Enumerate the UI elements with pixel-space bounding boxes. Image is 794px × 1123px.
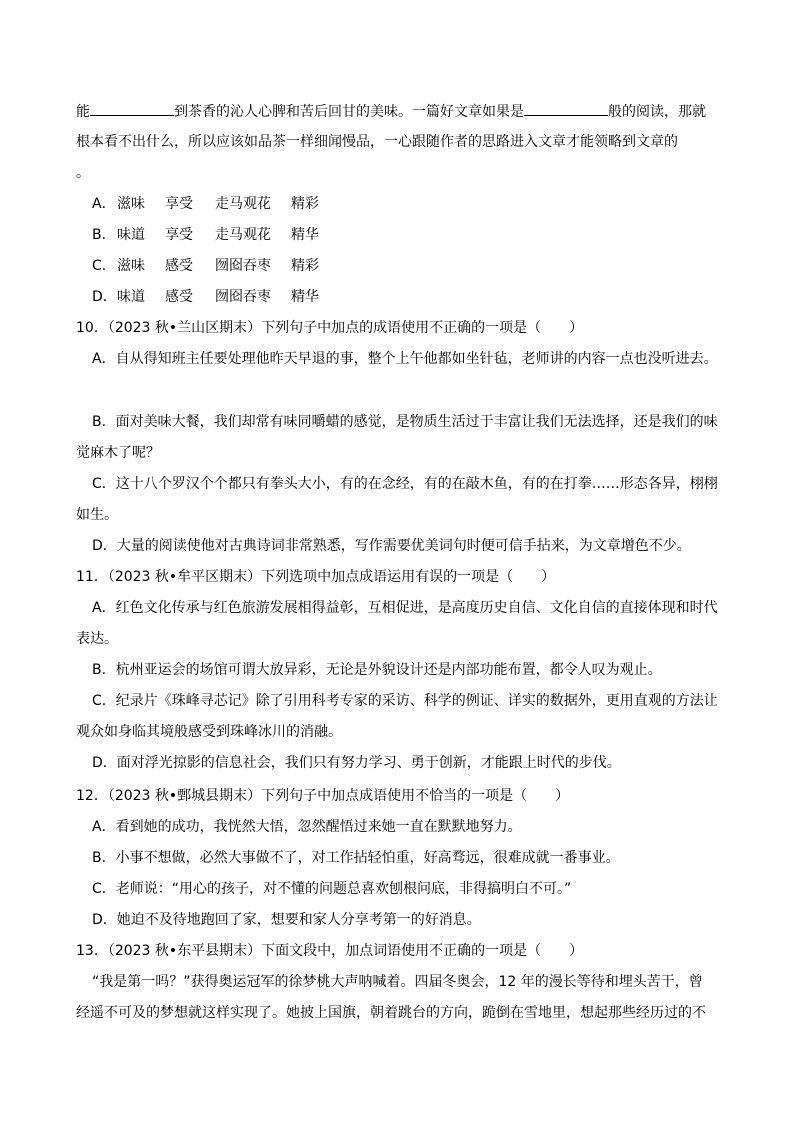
option-word: 精华 [291,289,319,305]
option-word: 囫囵吞枣 [215,289,271,305]
option-word: 精华 [291,227,319,243]
q9-text: 能 [76,104,90,120]
option-word: 享受 [165,227,193,243]
q13-stem: 13．（2023 秋•东平县期末）下面文段中，加点词语使用不正确的一项是（ ） [76,943,584,959]
q12-option-d[interactable]: D．她迫不及待地跑回了家，想要和家人分享考第一的好消息。 [92,912,481,928]
q13-passage-line-2: 经遥不可及的梦想就这样实现了。她披上国旗，朝着跳台的方向，跪倒在雪地里，想起那些经历过的不 [76,1005,706,1021]
q9-line-1 [76,101,706,122]
q10-option-b[interactable]: B．面对美味大餐，我们却常有味同嚼蜡的感觉，是物质生活过于丰富让我们无法选择，还是我们的味 [92,414,718,430]
option-word: 享受 [165,196,193,212]
q11-option-b[interactable]: B．杭州亚运会的场馆可谓大放异彩，无论是外貌设计还是内部功能布置，都令人叹为观止。 [92,662,662,678]
option-word: 精彩 [291,258,319,274]
q9-text: 到茶香的沁人心脾和苦后回甘的美味。一篇好文章如果是 [174,104,524,120]
q11-option-c[interactable]: C．纪录片《珠峰寻芯记》除了引用科考专家的采访、科学的例证、详实的数据外，更用直观的方法让 [92,693,718,709]
answer-blank [90,101,174,116]
q9-option-b[interactable] [92,225,319,245]
q10-option-c[interactable]: C．这十八个罗汉个个都只有拳头大小，有的在念经，有的在敲木鱼，有的在打拳……形态各异，栩栩 [92,476,718,492]
q10-stem: 10．（2023 秋•兰山区期末）下列句子中加点的成语使用不正确的一项是（ ） [76,320,584,336]
q10-option-c-cont: 如生。 [76,507,118,523]
q12-stem: 12．（2023 秋•鄄城县期末）下列句子中加点成语使用不恰当的一项是（ ） [76,788,570,804]
option-letter: C． [92,258,116,274]
q10-option-a[interactable]: A．自从得知班主任要处理他昨天早退的事，整个上午他都如坐针毡，老师讲的内容一点也没听进去。 [92,351,718,367]
q11-option-a[interactable]: A．红色文化传承与红色旅游发展相得益彰，互相促进，是高度历史自信、文化自信的直接体现和时代 [92,600,718,616]
option-letter: B． [92,227,116,243]
q12-option-b[interactable]: B．小事不想做，必然大事做不了，对工作拈轻怕重，好高骛远，很难成就一番事业。 [92,850,620,866]
option-word: 滋味 [117,196,145,212]
q9-option-d[interactable] [92,287,319,307]
q10-option-d[interactable]: D．大量的阅读使他对古典诗词非常熟悉，写作需要优美词句时便可信手拈来，为文章增色不少。 [92,538,691,554]
q9-option-c[interactable] [92,256,319,276]
q9-text: 般的阅读，那就 [608,104,706,120]
option-word: 走马观花 [215,196,271,212]
q12-option-c[interactable]: C．老师说：“用心的孩子，对不懂的问题总喜欢刨根问底，非得搞明白不可。” [92,881,572,897]
q12-option-a[interactable]: A．看到她的成功，我恍然大悟，忽然醒悟过来她一直在默默地努力。 [92,819,522,835]
q9-line-3: 。 [76,165,90,181]
option-word: 囫囵吞枣 [215,258,271,274]
q11-option-d[interactable]: D．面对浮光掠影的信息社会，我们只有努力学习、勇于创新，才能跟上时代的步伐。 [92,755,621,771]
option-word: 味道 [117,227,145,243]
q10-option-b-cont: 觉麻木了呢？ [76,445,160,461]
answer-blank [524,101,608,116]
q9-line-2: 根本看不出什么，所以应该如品茶一样细闻慢品，一心跟随作者的思路进入文章才能领略到文章的 [76,134,678,150]
option-word: 走马观花 [215,227,271,243]
q11-stem: 11．（2023 秋•牟平区期末）下列选项中加点成语运用有误的一项是（ ） [76,569,556,585]
q9-option-a[interactable] [92,194,319,214]
option-word: 味道 [117,289,145,305]
q11-option-c-cont: 观众如身临其境般感受到珠峰冰川的消融。 [76,724,342,740]
q13-passage-line-1: “我是第一吗？”获得奥运冠军的徐梦桃大声呐喊着。四届冬奥会，12 年的漫长等待和埋头苦干，曾 [92,974,703,990]
option-word: 感受 [165,289,193,305]
option-word: 精彩 [291,196,319,212]
option-letter: A． [92,196,116,212]
option-word: 滋味 [117,258,145,274]
option-letter: D． [92,289,117,305]
option-word: 感受 [165,258,193,274]
q11-option-a-cont: 表达。 [76,631,118,647]
